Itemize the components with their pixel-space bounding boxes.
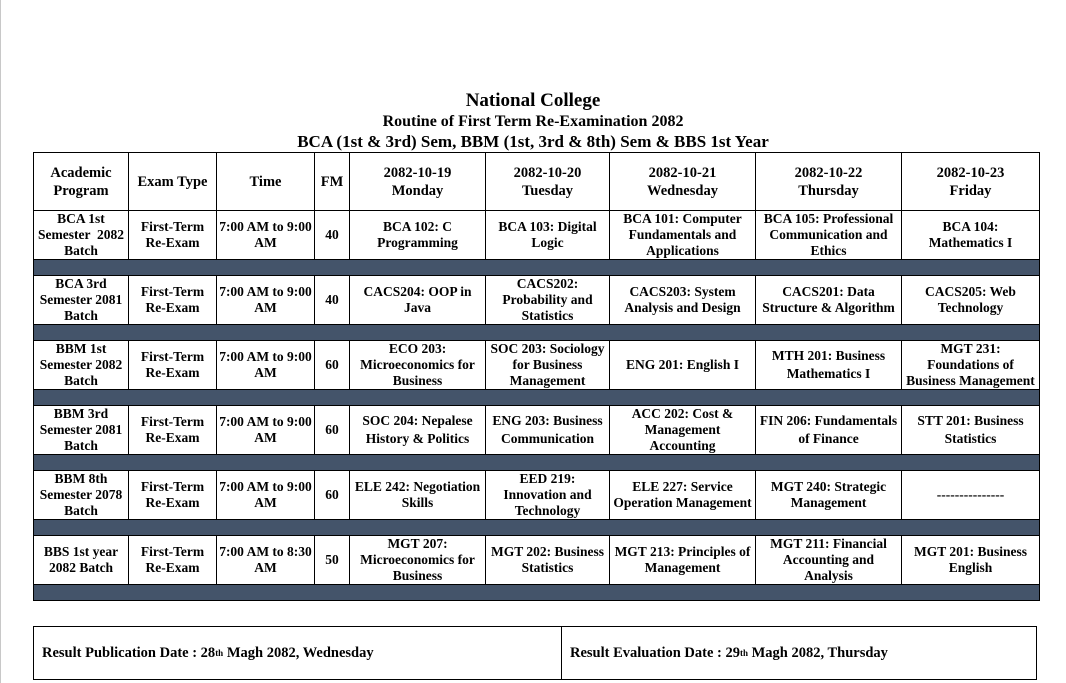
subject-cell — [902, 276, 1040, 325]
exam-type-cell — [129, 211, 217, 260]
table-header-row — [34, 153, 1040, 211]
cell-line: ACC 202: Cost & — [631, 406, 734, 421]
program-cell — [34, 211, 129, 260]
cell-line: MGT 231: — [940, 341, 1001, 356]
cell-line: Skills — [401, 495, 434, 510]
subject-cell — [610, 536, 756, 585]
subject-cell — [350, 276, 486, 325]
cell-line: Re-Exam — [145, 560, 200, 575]
cell-line: Fundamentals and — [628, 227, 737, 242]
time-cell — [217, 406, 315, 455]
cell-line: 7:00 AM to 8:30 — [219, 544, 312, 559]
table-row — [34, 211, 1040, 260]
subject-cell — [756, 341, 902, 390]
subject-cell — [756, 406, 902, 455]
cell-line: MGT 211: Financial — [770, 536, 887, 551]
cell-line: Analysis — [804, 568, 853, 583]
header-exam-type: Exam Type — [129, 153, 217, 211]
cell-line: Operation Management — [613, 495, 752, 510]
cell-line: BCA 3rd — [55, 276, 107, 291]
exam-type-cell — [129, 471, 217, 520]
routine-title: Routine of First Term Re-Examination 2082 — [382, 113, 684, 130]
subject-cell — [902, 406, 1040, 455]
cell-line: 7:00 AM to 9:00 — [219, 284, 312, 299]
subject-cell — [350, 341, 486, 390]
cell-line: MGT 240: Strategic — [770, 479, 887, 494]
cell-line: AM — [254, 365, 277, 380]
cell-line: First-Term — [140, 479, 205, 494]
cell-line: Microeconomics for — [360, 357, 475, 372]
cell-line: Program — [53, 182, 109, 199]
row-separator — [34, 390, 1040, 406]
subject-cell — [486, 341, 610, 390]
cell-line: BBM 8th — [54, 471, 108, 486]
subject-cell — [486, 406, 610, 455]
cell-line: Business — [392, 568, 443, 583]
day-date: 2082-10-19 — [383, 164, 452, 181]
program-cell — [34, 276, 129, 325]
subject-cell — [756, 471, 902, 520]
row-separator — [34, 520, 1040, 536]
fm-cell: 60 — [315, 406, 350, 455]
cell-line: Re-Exam — [145, 365, 200, 380]
cell-line: Microeconomics for — [360, 552, 475, 567]
header-program — [34, 153, 129, 211]
cell-line: Semester 2078 — [39, 487, 123, 502]
exam-type-cell — [129, 536, 217, 585]
publication-label: Result Publication Date : 28 — [42, 644, 216, 661]
cell-line: Management — [644, 560, 721, 575]
cell-line: BCA 101: Computer — [623, 211, 742, 226]
college-name: National College — [465, 90, 601, 111]
table-row — [34, 471, 1040, 520]
subject-cell — [350, 471, 486, 520]
exam-type-cell — [129, 406, 217, 455]
cell-line: Semester 2082 — [38, 227, 124, 242]
cell-line: Semester 2082 — [39, 357, 123, 372]
cell-line: EED 219: — [519, 471, 576, 486]
cell-line: CACS205: Web — [925, 284, 1016, 299]
result-dates-box — [33, 626, 1037, 680]
table-body — [34, 211, 1040, 601]
cell-line: Management — [790, 495, 867, 510]
header-day — [756, 153, 902, 211]
cell-line: ELE 227: Service — [632, 479, 733, 494]
day-name: Thursday — [798, 182, 859, 199]
header-day — [610, 153, 756, 211]
cell-line: First-Term — [140, 414, 205, 429]
row-separator — [34, 585, 1040, 601]
cell-line: Academic — [50, 164, 112, 181]
row-separator — [34, 260, 1040, 276]
subject-cell — [486, 276, 610, 325]
subject-cell — [610, 471, 756, 520]
cell-line: AM — [254, 495, 277, 510]
cell-line: SOC 203: Sociology — [490, 341, 605, 356]
subject-cell — [902, 341, 1040, 390]
fm-cell: 60 — [315, 471, 350, 520]
cell-line: First-Term — [140, 544, 205, 559]
cell-line: Batch — [64, 243, 98, 258]
cell-line: Accounting — [649, 438, 716, 453]
evaluation-rest: Magh 2082, Thursday — [748, 644, 888, 661]
cell-line: Technology — [937, 300, 1004, 315]
cell-line: MGT 201: Business — [913, 544, 1028, 559]
cell-line: ENG 201: English I — [626, 357, 739, 372]
subject-cell — [486, 211, 610, 260]
cell-line: Business — [392, 373, 443, 388]
cell-line: --------------- — [936, 487, 1005, 502]
cell-line: BCA 104: — [942, 219, 999, 234]
cell-line: Statistics — [521, 308, 574, 323]
cell-line: CACS201: Data — [782, 284, 875, 299]
header-day — [902, 153, 1040, 211]
subject-cell — [350, 211, 486, 260]
row-separator — [34, 455, 1040, 471]
subject-cell — [610, 276, 756, 325]
cell-line: Communication — [500, 431, 594, 446]
cell-line: AM — [254, 560, 277, 575]
cell-line: First-Term — [140, 284, 205, 299]
cell-line: First-Term — [140, 219, 205, 234]
cell-line: BCA 105: Professional — [763, 211, 894, 226]
result-publication-date: Result Publication Date : 28 th Magh 2082, Wednesday — [34, 627, 562, 679]
subject-cell — [902, 211, 1040, 260]
publication-rest: Magh 2082, Wednesday — [223, 644, 374, 661]
day-name: Friday — [949, 182, 992, 199]
subject-cell — [610, 341, 756, 390]
time-cell — [217, 536, 315, 585]
cell-line: Re-Exam — [145, 300, 200, 315]
cell-line: 7:00 AM to 9:00 — [219, 219, 312, 234]
cell-line: Foundations of — [927, 357, 1014, 372]
table-row — [34, 406, 1040, 455]
cell-line: MTH 201: Business — [771, 347, 886, 363]
evaluation-label: Result Evaluation Date : 29 — [570, 644, 740, 661]
cell-line: Statistics — [521, 560, 574, 575]
program-cell — [34, 406, 129, 455]
cell-line: AM — [254, 430, 277, 445]
header-day — [486, 153, 610, 211]
cell-line: Logic — [531, 235, 564, 250]
cell-line: MGT 207: — [387, 536, 448, 551]
time-cell — [217, 341, 315, 390]
result-evaluation-date: Result Evaluation Date : 29 th Magh 2082, Thursday — [570, 644, 888, 661]
cell-line: Semester 2081 — [39, 422, 123, 437]
cell-line: Applications — [646, 243, 719, 258]
cell-line: MGT 202: Business — [490, 544, 605, 559]
subject-cell — [610, 406, 756, 455]
programs-line: BCA (1st & 3rd) Sem, BBM (1st, 3rd & 8th) Sem & BBS 1st Year — [297, 132, 769, 151]
cell-line: CACS202: — [516, 276, 579, 291]
cell-line: AM — [254, 235, 277, 250]
subject-cell — [756, 536, 902, 585]
cell-line: CACS203: System — [629, 284, 736, 299]
cell-line: BCA 103: Digital — [498, 219, 597, 234]
cell-line: BCA 102: C — [382, 219, 452, 234]
program-cell — [34, 341, 129, 390]
cell-line: Re-Exam — [145, 430, 200, 445]
cell-line: FIN 206: Fundamentals — [759, 412, 898, 428]
subject-cell — [486, 536, 610, 585]
subject-cell — [756, 276, 902, 325]
cell-line: ELE 242: Negotiation — [354, 479, 481, 494]
cell-line: Technology — [514, 503, 581, 518]
cell-line: SOC 204: Nepalese — [362, 412, 473, 428]
cell-line: STT 201: Business — [917, 412, 1024, 428]
cell-line: AM — [254, 300, 277, 315]
day-date: 2082-10-21 — [648, 164, 717, 181]
table-row — [34, 536, 1040, 585]
fm-cell: 40 — [315, 276, 350, 325]
subject-cell — [902, 471, 1040, 520]
fm-cell: 60 — [315, 341, 350, 390]
subject-cell — [486, 471, 610, 520]
cell-line: Analysis and Design — [624, 300, 741, 315]
day-date: 2082-10-20 — [513, 164, 582, 181]
cell-line: Innovation and — [503, 487, 592, 502]
day-name: Monday — [391, 182, 444, 199]
exam-type-cell — [129, 341, 217, 390]
cell-line: History & Politics — [365, 431, 470, 446]
header-time: Time — [217, 153, 315, 211]
cell-line: BBM 1st — [55, 341, 107, 356]
day-name: Tuesday — [521, 182, 574, 199]
subject-cell — [350, 536, 486, 585]
cell-line: MGT 213: Principles of — [614, 544, 751, 559]
cell-line: Re-Exam — [145, 235, 200, 250]
cell-line: for Business — [512, 357, 583, 372]
cell-line: Re-Exam — [145, 495, 200, 510]
cell-line: 7:00 AM to 9:00 — [219, 414, 312, 429]
program-cell — [34, 536, 129, 585]
document-header — [0, 90, 1066, 152]
cell-line: Programming — [377, 235, 458, 250]
cell-line: Batch — [64, 308, 98, 323]
cell-line: Mathematics I — [928, 235, 1013, 250]
exam-type-cell — [129, 276, 217, 325]
cell-line: Statistics — [944, 431, 997, 446]
header-fm: FM — [315, 153, 350, 211]
cell-line: ECO 203: — [388, 341, 447, 356]
cell-line: Structure & Algorithm — [762, 300, 895, 315]
row-separator — [34, 325, 1040, 341]
cell-line: Probability and — [502, 292, 593, 307]
cell-line: Semester 2081 — [39, 292, 123, 307]
header-day — [350, 153, 486, 211]
cell-line: ENG 203: Business — [492, 412, 603, 428]
time-cell — [217, 276, 315, 325]
day-name: Wednesday — [647, 182, 718, 199]
cell-line: Communication and — [769, 227, 888, 242]
cell-line: 7:00 AM to 9:00 — [219, 349, 312, 364]
cell-line: BCA 1st — [57, 211, 105, 226]
table-row — [34, 341, 1040, 390]
cell-line: BBM 3rd — [53, 406, 109, 421]
table-row — [34, 276, 1040, 325]
cell-line: Mathematics I — [786, 366, 871, 381]
subject-cell — [350, 406, 486, 455]
cell-line: of Finance — [798, 431, 859, 446]
cell-line: 2082 Batch — [48, 560, 114, 575]
cell-line: Ethics — [810, 243, 847, 258]
day-date: 2082-10-23 — [936, 164, 1005, 181]
cell-line: Business Management — [906, 373, 1035, 388]
cell-line: BBS 1st year — [43, 544, 119, 559]
cell-line: Batch — [64, 373, 98, 388]
cell-line: English — [948, 560, 993, 575]
program-cell — [34, 471, 129, 520]
cell-line: Accounting and — [782, 552, 875, 567]
subject-cell — [902, 536, 1040, 585]
exam-routine-table — [33, 152, 1040, 601]
cell-line: First-Term — [140, 349, 205, 364]
subject-cell — [610, 211, 756, 260]
cell-line: Management — [509, 373, 586, 388]
cell-line: CACS204: OOP in — [363, 284, 472, 299]
cell-line: 7:00 AM to 9:00 — [219, 479, 312, 494]
cell-line: Java — [404, 300, 431, 315]
fm-cell: 40 — [315, 211, 350, 260]
time-cell — [217, 211, 315, 260]
subject-cell — [756, 211, 902, 260]
day-date: 2082-10-22 — [794, 164, 863, 181]
fm-cell: 50 — [315, 536, 350, 585]
cell-line: Management — [644, 422, 721, 437]
time-cell — [217, 471, 315, 520]
cell-line: Batch — [64, 438, 98, 453]
cell-line: Batch — [64, 503, 98, 518]
